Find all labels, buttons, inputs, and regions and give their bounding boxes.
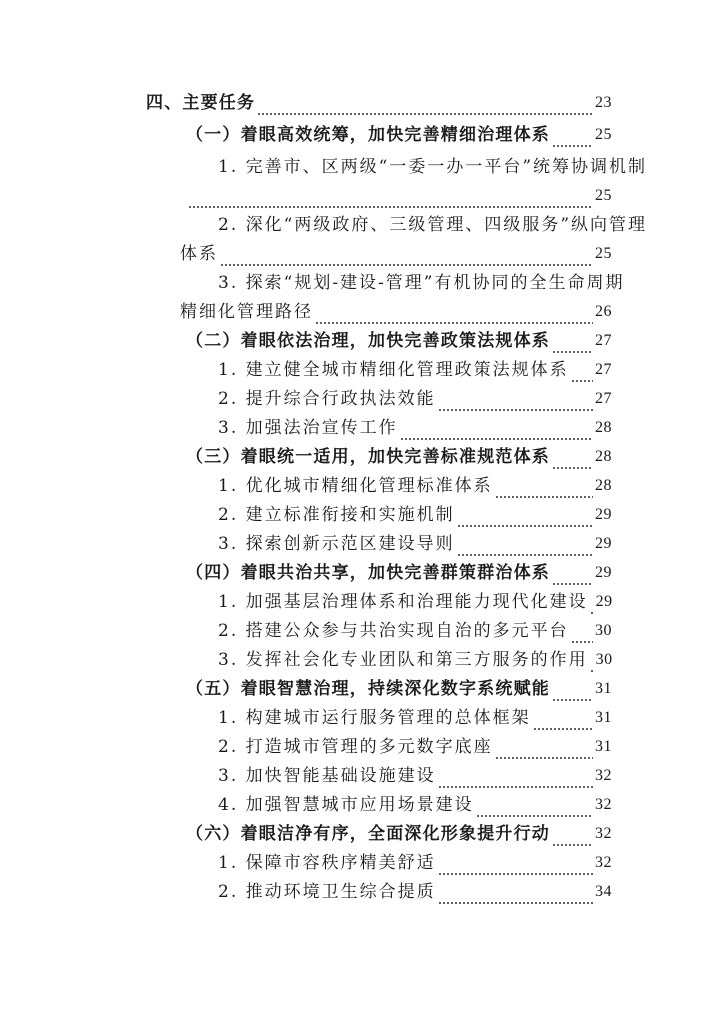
toc-entry-page-number: 31 [595, 680, 612, 697]
toc-entry-page-number: 27 [595, 361, 612, 378]
toc-entry-title: 2. 建立标准衔接和实施机制 [218, 505, 455, 525]
toc-entry[interactable] [186, 821, 612, 847]
toc-entry[interactable] [218, 531, 612, 557]
dot-leader [552, 130, 593, 148]
toc-entry-page-number: 32 [595, 825, 612, 842]
dot-leader [438, 887, 593, 905]
toc-entry-title: 3. 发挥社会化专业团队和第三方服务的作用 [218, 650, 588, 670]
toc-entry[interactable] [218, 618, 612, 644]
dot-leader [220, 249, 593, 267]
toc-entry-page-number: 26 [595, 303, 612, 320]
toc-entry-page-number: 28 [595, 477, 612, 494]
dot-leader [552, 684, 593, 702]
toc-entry-page-number: 29 [595, 535, 612, 552]
toc-entry-title: 2. 打造城市管理的多元数字底座 [218, 737, 493, 757]
dot-leader [257, 98, 593, 116]
toc-entry[interactable] [218, 763, 612, 789]
dot-leader [590, 597, 594, 615]
toc-entry-page-number: 29 [595, 593, 613, 610]
toc-entry-title: 四、主要任务 [146, 93, 256, 113]
dot-leader [552, 568, 593, 586]
dot-leader [438, 771, 593, 789]
dot-leader [571, 626, 593, 644]
toc-entry-page-number: 25 [595, 126, 612, 143]
toc-entry[interactable] [218, 415, 612, 441]
toc-entry[interactable] [218, 589, 612, 615]
toc-entry-page-number: 23 [595, 94, 612, 111]
toc-entry-title: 2. 搭建公众参与共治实现自治的多元平台 [218, 621, 569, 641]
dot-leader [457, 539, 593, 557]
dot-leader [457, 510, 593, 528]
dot-leader [188, 191, 593, 209]
toc-entry[interactable] [218, 879, 612, 905]
toc-entry-title: 体系 [180, 244, 218, 264]
toc-entry[interactable] [218, 502, 612, 528]
toc-entry-page-number: 30 [595, 622, 612, 639]
dot-leader [438, 858, 593, 876]
toc-entry-title: 2. 推动环境卫生综合提质 [218, 882, 436, 902]
toc-entry-title: 1. 优化城市精细化管理标准体系 [218, 476, 493, 496]
toc-entry-title: （五）着眼智慧治理，持续深化数字系统赋能 [186, 679, 550, 699]
toc-entry-title: 1. 加强基层治理体系和治理能力现代化建设 [218, 592, 588, 612]
dot-leader [552, 452, 593, 470]
toc-entry[interactable] [218, 734, 612, 760]
toc-entry-title: 3. 加快智能基础设施建设 [218, 766, 436, 786]
toc-entry-page-number: 25 [595, 245, 612, 262]
toc-entry-page-number: 32 [595, 767, 612, 784]
toc-entry[interactable] [218, 270, 625, 296]
toc-entry[interactable] [218, 473, 612, 499]
toc-entry[interactable] [218, 705, 612, 731]
toc-entry-page-number: 27 [595, 332, 612, 349]
toc-entry[interactable] [180, 299, 612, 325]
toc-entry-page-number: 25 [595, 187, 612, 204]
toc-entry[interactable] [186, 328, 612, 354]
dot-leader [438, 394, 593, 412]
toc-entry-title: 1. 保障市容秩序精美舒适 [218, 853, 436, 873]
toc-entry-title: （四）着眼共治共享，加快完善群策群治体系 [186, 563, 550, 583]
dot-leader [495, 481, 593, 499]
toc-entry-title: （二）着眼依法治理，加快完善政策法规体系 [186, 331, 550, 351]
toc-entry-page-number: 29 [595, 506, 612, 523]
dot-leader [552, 829, 593, 847]
toc-entry-page-number: 32 [595, 796, 612, 813]
toc-entry-page-number: 30 [595, 651, 613, 668]
toc-entry-title: 3. 探索创新示范区建设导则 [218, 534, 455, 554]
dot-leader [476, 800, 593, 818]
toc-entry-title: 1. 建立健全城市精细化管理政策法规体系 [218, 360, 569, 380]
toc-entry-title: 2. 深化“两级政府、三级管理、四级服务”纵向管理 [218, 215, 648, 235]
toc-entry-page-number: 28 [595, 448, 612, 465]
toc-entry[interactable] [218, 357, 612, 383]
toc-entry[interactable] [146, 90, 612, 116]
toc-entry-page-number: 31 [595, 738, 612, 755]
toc-entry-title: 精细化管理路径 [180, 302, 313, 322]
dot-leader [590, 655, 594, 673]
toc-entry-page-number: 31 [595, 709, 612, 726]
toc-entry-title: （三）着眼统一适用，加快完善标准规范体系 [186, 447, 550, 467]
toc-entry-page-number: 32 [595, 854, 612, 871]
toc-entry-title: 2. 提升综合行政执法效能 [218, 389, 436, 409]
dot-leader [315, 307, 593, 325]
dot-leader [533, 713, 593, 731]
dot-leader [571, 365, 593, 383]
toc-entry-title: 4. 加强智慧城市应用场景建设 [218, 795, 474, 815]
toc-entry[interactable] [218, 212, 648, 238]
toc-entry-title: 1. 完善市、区两级“一委一办一平台”统筹协调机制 [218, 157, 648, 177]
toc-entry[interactable] [218, 386, 612, 412]
toc-entry[interactable] [218, 792, 612, 818]
toc-entry-title: 3. 探索“规划-建设-管理”有机协同的全生命周期 [218, 273, 625, 293]
dot-leader [495, 742, 593, 760]
toc-entry[interactable] [186, 676, 612, 702]
toc-entry-page-number: 27 [595, 390, 612, 407]
toc-entry-title: 3. 加强法治宣传工作 [218, 418, 398, 438]
toc-entry[interactable] [180, 241, 612, 267]
toc-entry[interactable] [186, 122, 612, 148]
toc-entry-page-number: 28 [595, 419, 612, 436]
toc-entry-page-number: 29 [595, 564, 612, 581]
dot-leader [400, 423, 593, 441]
toc-entry[interactable] [218, 850, 612, 876]
toc-entry-page-number: 34 [595, 883, 612, 900]
toc-entry[interactable] [186, 444, 612, 470]
toc-entry-title: （六）着眼洁净有序，全面深化形象提升行动 [186, 824, 550, 844]
toc-entry-title: 1. 构建城市运行服务管理的总体框架 [218, 708, 531, 728]
toc-entry[interactable] [186, 560, 612, 586]
toc-entry-title: （一）着眼高效统筹，加快完善精细治理体系 [186, 125, 550, 145]
dot-leader [552, 336, 593, 354]
toc-entry[interactable] [218, 647, 612, 673]
toc-entry[interactable] [186, 183, 612, 209]
toc-entry[interactable] [218, 154, 648, 180]
